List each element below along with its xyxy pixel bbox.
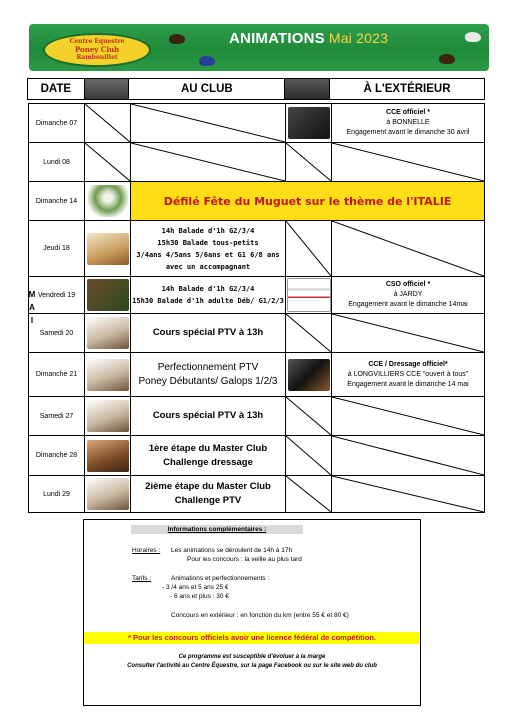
row-date: Samedi 27 [29,397,85,436]
schedule-table [28,103,485,513]
empty-cell [286,476,332,513]
horaires-line: Pour les concours : la veille au plus tard [187,556,302,563]
side-letter: I [30,316,34,325]
table-row [29,397,485,436]
muguet-photo [85,182,131,221]
header-date: DATE [28,79,85,99]
empty-cell [286,397,332,436]
event-photo [85,277,131,314]
horse-icon [169,34,185,44]
ext-event [332,277,485,314]
activity-line: Challenge PTV [174,495,242,506]
table-row [29,182,485,221]
side-letter: M [28,290,36,299]
ext-event [332,104,485,143]
info-box [83,519,421,706]
activity-line: 14h Balade d'1h G2/3/4 [161,226,255,235]
tarifs-label: Tarifs : [132,575,152,582]
event-photo [85,436,131,476]
activity-line: 3/4ans 4/5ans 5/6ans et G1 6/8 ans [136,250,280,259]
empty-cell [286,143,332,182]
ext-title: CCE / Dressage officiel* [368,360,448,368]
club-activity [131,277,286,314]
club-activity [131,436,286,476]
row-date: Vendredi 19 [29,277,85,314]
footer-line: Consulter l'activité au Centre Équestre, sur la page Facebook ou sur le site web du club [127,663,377,669]
title-text: ANIMATIONS [229,30,325,47]
header-club: AU CLUB [129,79,285,99]
title-month: Mai 2023 [328,30,389,46]
horaires-label: Horaires : [132,547,161,554]
activity-line: avec un accompagnant [165,262,251,271]
club-activity [131,476,286,513]
ext-line: Engagement avant le dimanche 30 avril [346,129,470,136]
activity-line: 15h30 Balade d'1h adulte Déb/ G1/2/3 [132,297,284,305]
empty-cell [286,314,332,353]
banner [29,24,489,71]
activity-line: 15h30 Balade tous-petits [157,238,259,247]
ext-line: Engagement avant le dimanche 14mai [348,301,468,308]
empty-cell [332,314,485,353]
club-logo [43,33,151,67]
horse-icon [199,56,215,66]
horaires-line: Les animations se déroulent de 14h à 17h [171,547,293,554]
logo-line-3: Rambouillet [76,54,118,61]
activity-line: 14h Balade d'1h G2/3/4 [161,285,255,293]
event-photo [286,104,332,143]
ext-title: CCE officiel * [386,109,430,116]
ext-line: à LONGVILLIERS CCE "ouvert à tous" [347,370,469,378]
fete-banner: Défilé Fête du Muguet sur le thème de l'ITALIE [131,182,485,221]
logo-line-2: Poney Club [74,45,119,54]
club-activity [131,353,286,397]
event-photo [85,397,131,436]
activity-line: Challenge dressage [163,456,253,468]
empty-cell [332,143,485,182]
table-row [29,277,485,314]
row-date: Dimanche 28 [29,436,85,476]
event-photo [85,221,131,277]
ext-title: CSO officiel * [385,281,431,288]
banner-title [229,30,388,47]
row-date: Jeudi 18 [29,221,85,277]
activity-line: Poney Débutants/ Galops 1/2/3 [138,375,278,387]
event-photo [286,353,332,397]
event-photo [85,476,131,513]
table-row [29,436,485,476]
event-photo [85,353,131,397]
tarifs-line: Animations et perfectionnements : [171,575,270,582]
table-row [29,476,485,513]
ext-line: à BONNELLE [386,119,430,126]
activity-line: 1ère étape du Master Club [148,442,268,454]
event-photo [85,314,131,353]
empty-cell [131,143,286,182]
row-date: Samedi 20 [29,314,85,353]
club-activity: Cours spécial PTV à 13h [131,397,286,436]
empty-cell [131,104,286,143]
ext-line: à JARDY [393,291,423,298]
empty-cell [332,397,485,436]
horse-icon [465,32,481,42]
empty-cell [332,436,485,476]
empty-cell [332,221,485,277]
horse-icon [439,54,455,64]
table-row [29,353,485,397]
barn-photo [85,79,130,99]
row-date: Lundi 08 [29,143,85,182]
tarifs-line: - 3 /4 ans et 5 ans 25 € [162,584,229,591]
side-letter: A [29,303,35,312]
row-date: Dimanche 14 [29,182,85,221]
empty-cell [286,221,332,277]
info-title: Informations complémentaires : [131,525,303,534]
table-row [29,221,485,277]
row-date: Dimanche 21 [29,353,85,397]
concours-line: Concours en extérieur : en fonction du km (entre 55 € et 80 €) [171,612,349,619]
table-header [27,78,485,100]
table-row [29,314,485,353]
empty-cell [85,104,131,143]
club-activity [131,221,286,277]
table-row [29,104,485,143]
event-photo [286,277,332,314]
licence-warning: * Pour les concours officiels avoir une licence fédéral de compétition. [84,632,420,644]
empty-cell [85,143,131,182]
empty-cell [286,436,332,476]
row-date: Lundi 29 [29,476,85,513]
jumping-photo [285,79,330,99]
activity-line: Perfectionnement PTV [157,361,259,373]
activity-line: 2ième étape du Master Club [145,481,271,492]
footer-line: Ce programme est susceptible d'évoluer à la marge [178,654,326,660]
ext-line: Engagement avant le dimanche 14 mai [347,380,469,388]
row-date: Dimanche 07 [29,104,85,143]
empty-cell [332,476,485,513]
club-activity: Cours spécial PTV à 13h [131,314,286,353]
tarifs-line: - 6 ans et plus : 30 € [170,593,229,600]
header-ext: À L'EXTÉRIEUR [363,83,451,95]
table-row [29,143,485,182]
logo-line-1: Centre Equestre [69,38,125,45]
ext-event [332,353,485,397]
